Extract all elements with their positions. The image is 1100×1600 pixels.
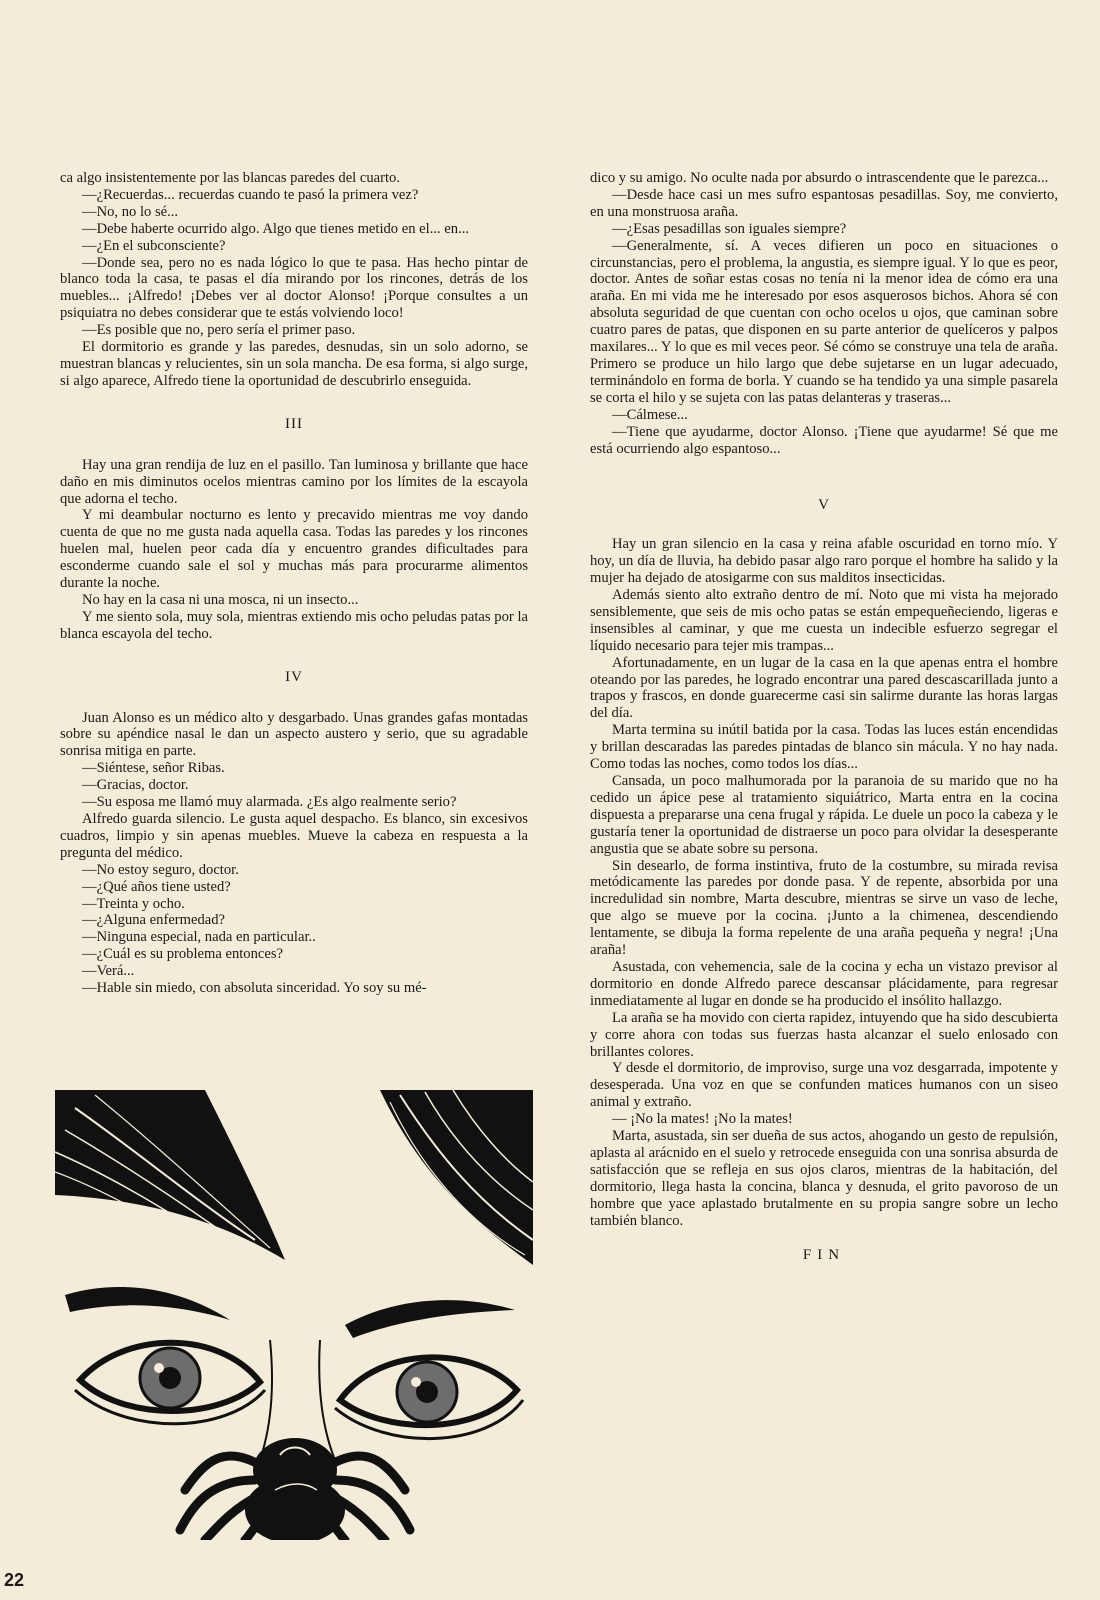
paragraph: —¿Cuál es su problema entonces?	[82, 946, 284, 963]
section-heading-iii: III	[285, 415, 303, 432]
paragraph: —¿En el subconsciente?	[82, 237, 226, 254]
paragraph: —Tiene que ayudarme, doctor Alonso. ¡Tiene que ayudarme! Sé que me está ocurriendo algo espantoso...	[590, 423, 1058, 457]
paragraph: La araña se ha movido con cierta rapidez, intuyendo que ha sido descubierta y corre ahora con todas sus fuerzas hasta alcanzar el suelo enlosado con brillantes colores.	[590, 1009, 1058, 1060]
paragraph: —No, no lo sé...	[82, 203, 179, 220]
paragraph: Hay una gran rendija de luz en el pasillo. Tan luminosa y brillante que hace daño en mis diminutos ocelos mientras camino por los límites de la escayola que adorna el techo.	[60, 456, 528, 507]
paragraph: Marta, asustada, sin ser dueña de sus actos, ahogando un gesto de repulsión, aplasta al arácnido en el suelo y retrocede enseguida con una sonrisa absurda de satisfacción que se refleja en sus ojos claros, mientras de la habitación, del dormitorio, llega hasta la concina, blanca y desnuda, el grito pavoroso de un hombre que yace aplastado brutalmente en su propia sangre sobre un lecho también blanco.	[590, 1128, 1058, 1229]
left-block-c	[60, 710, 528, 997]
paragraph: —Siéntese, señor Ribas.	[82, 760, 225, 777]
paragraph: Juan Alonso es un médico alto y desgarbado. Unas grandes gafas montadas sobre su apéndice nasal le dan un aspecto austero y serio, que su agradable sonrisa mitiga en parte.	[60, 709, 528, 760]
paragraph: —Verá...	[82, 963, 135, 980]
paragraph: El dormitorio es grande y las paredes, desnudas, sin un solo adorno, se muestran blancas y relucientes, sin un sola mancha. De esa forma, si algo surge, si algo aparece, Alfredo tiene la oportunidad de descubrirlo enseguida.	[60, 339, 528, 389]
right-eyebrow	[345, 1300, 515, 1338]
section-heading-iv: IV	[285, 668, 303, 685]
paragraph: —Ninguna especial, nada en particular..	[82, 929, 316, 946]
paragraph: Hay un gran silencio en la casa y reina afable oscuridad en torno mío. Y hoy, un día de lluvia, ha debido pasar algo raro porque el hombre ha salido y la mujer ha dejado de atosigarme con sus malditos insecticidas.	[590, 536, 1058, 587]
paragraph: —¿Recuerdas... recuerdas cuando te pasó la primera vez?	[82, 186, 419, 203]
paragraph: ca algo insistentemente por las blancas paredes del cuarto.	[60, 170, 400, 186]
paragraph: Alfredo guarda silencio. Le gusta aquel despacho. Es blanco, sin excesivos cuadros, limpio y sin apenas muebles. Mueve la cabeza en respuesta a la pregunta del médico.	[60, 811, 528, 861]
paragraph: —¿Esas pesadillas son iguales siempre?	[612, 220, 847, 237]
right-block-a	[590, 170, 1058, 457]
paragraph: Además siento alto extraño dentro de mí. Noto que mi vista ha mejorado sensiblemente, que seis de mis ocho patas se están empequeñeciendo, ligeras e insensibles al caminar, y que me cuesta un indecible esfuerzo segregar el líquido necesario para tejer mis trampas...	[590, 587, 1058, 654]
paragraph: No hay en la casa ni una mosca, ni un insecto...	[82, 591, 359, 608]
paragraph: —Gracias, doctor.	[82, 777, 189, 794]
paragraph: dico y su amigo. No oculte nada por absurdo o intrascendente que le parezca...	[590, 170, 1049, 186]
paragraph: —Hable sin miedo, con absoluta sinceridad. Yo soy su mé-	[82, 980, 427, 997]
paragraph: —Generalmente, sí. A veces difieren un poco en situaciones o circunstancias, pero el problema, la angustia, es siempre igual. Y lo que es peor, doctor. Antes de soñar estas cosas no tenía ni la menor idea de cómo era una araña. En mi vida me he interesado por esos asquerosos bichos. Ahora sé con absoluta seguridad de que cuentan con ocho ocelos u ojos, que caminan sobre cuatro pares de patas, que disponen en su parte anterior de quelíceros y palpos maxilares... Y lo que es mil veces peor. Sé cómo se construye una tela de araña. Primero se produce un hilo largo que debe sujetarse en un lugar adecuado, terminándolo en forma de borla. Y cuando se ha tendido ya una simple pasarela se corta el hilo y se sujeta con las patas delanteras y traseras...	[590, 237, 1058, 406]
spider-icon	[180, 1438, 410, 1540]
paragraph: —Su esposa me llamó muy alarmada. ¿Es algo realmente serio?	[82, 794, 457, 811]
paragraph: Y desde el dormitorio, de improviso, surge una voz desgarrada, impotente y desesperada. Una voz en que se confunden matices humanos con un siseo animal y extraño.	[590, 1060, 1058, 1111]
section-heading-v: V	[818, 497, 830, 514]
right-column	[590, 170, 1058, 1264]
paragraph: —¿Alguna enfermedad?	[82, 912, 226, 929]
paragraph: —Treinta y ocho.	[82, 895, 185, 912]
paragraph: Y mi deambular nocturno es lento y precavido mientras me voy dando cuenta de que no me gusta nada aquella casa. Todas las paredes y los rincones huelen mal, huelen peor cada día y encuentro grandes dificultades para esconderme cuando sale el sol y muchas más para procurarme alimentos durante la noche.	[60, 507, 528, 592]
paragraph: — ¡No la mates! ¡No la mates!	[612, 1111, 793, 1128]
hair-left	[55, 1090, 285, 1260]
paragraph: Afortunadamente, en un lugar de la casa en la que apenas entra el hombre oteando por las paredes, he logrado encontrar una pared descascarillada junto a trapos y frascos, en donde guarecerme casi sin salirme durante las horas largas del día.	[590, 654, 1058, 722]
hair-right	[380, 1090, 533, 1265]
paragraph: Sin desearlo, de forma instintiva, fruto de la costumbre, su mirada revisa metódicamente las paredes por donde pasa. Y de repente, absorbida por una incredulidad sin nombre, Marta descubre, mientras se sirve un vaso de leche, que algo se mueve por la cocina. ¡Junto a la chimenea, descendiendo lentamente, se dibuja la forma repelente de una araña pequeña y negra! ¡Una araña!	[590, 857, 1058, 959]
paragraph: Asustada, con vehemencia, sale de la cocina y echa un vistazo previsor al dormitorio en donde Alfredo parece descansar plácidamente, para regresar inmediatamente al lugar en donde se ha producido el insólito hallazgo.	[590, 958, 1058, 1009]
left-eye	[75, 1343, 265, 1424]
eyes-spider-illustration	[55, 1090, 533, 1540]
right-block-b	[590, 536, 1058, 1229]
paragraph: Y me siento sola, muy sola, mientras extiendo mis ocho peludas patas por la blanca escayola del techo.	[60, 608, 528, 642]
right-eye	[335, 1357, 523, 1438]
paragraph: —Cálmese...	[612, 406, 688, 423]
left-block-a	[60, 170, 528, 390]
paragraph: —Donde sea, pero no es nada lógico lo que te pasa. Has hecho pintar de blanco toda la casa, te pasas el día mirando por los rincones, detrás de los muebles... ¡Alfredo! ¡Debes ver al doctor Alonso! ¡Porque consultes a un psiquiatra no debes considerar que te estás volviendo loco!	[60, 254, 528, 322]
fin-label: FIN	[802, 1247, 846, 1264]
paragraph: —No estoy seguro, doctor.	[82, 861, 239, 878]
page-number: 22	[4, 1570, 25, 1590]
paragraph: —Es posible que no, pero sería el primer paso.	[82, 322, 356, 339]
left-block-b	[60, 457, 528, 643]
paragraph: —Desde hace casi un mes sufro espantosas pesadillas. Soy, me convierto, en una monstruosa araña.	[590, 186, 1058, 220]
paragraph: Cansada, un poco malhumorada por la paranoia de su marido que no ha cedido un ápice pese al tratamiento siquiátrico, Marta entra en la cocina dispuesta a prepararse una cena frugal y rápida. Le duele un poco la cabeza y le gustaría tener la oportunidad de distraerse un poco para olvidar la desesperante angustia que se abate sobre su persona.	[590, 773, 1058, 857]
illustration-drawing	[55, 1090, 533, 1540]
left-column	[60, 170, 528, 997]
paragraph: —¿Qué años tiene usted?	[82, 878, 231, 895]
paragraph: —Debe haberte ocurrido algo. Algo que tienes metido en el... en...	[82, 220, 470, 237]
paragraph: Marta termina su inútil batida por la casa. Todas las luces están encendidas y brillan descaradas las paredes pintadas de blanco sin mácula. Y no hay nada. Como todas las noches, como todos los días...	[590, 722, 1058, 773]
left-eyebrow	[65, 1287, 230, 1320]
